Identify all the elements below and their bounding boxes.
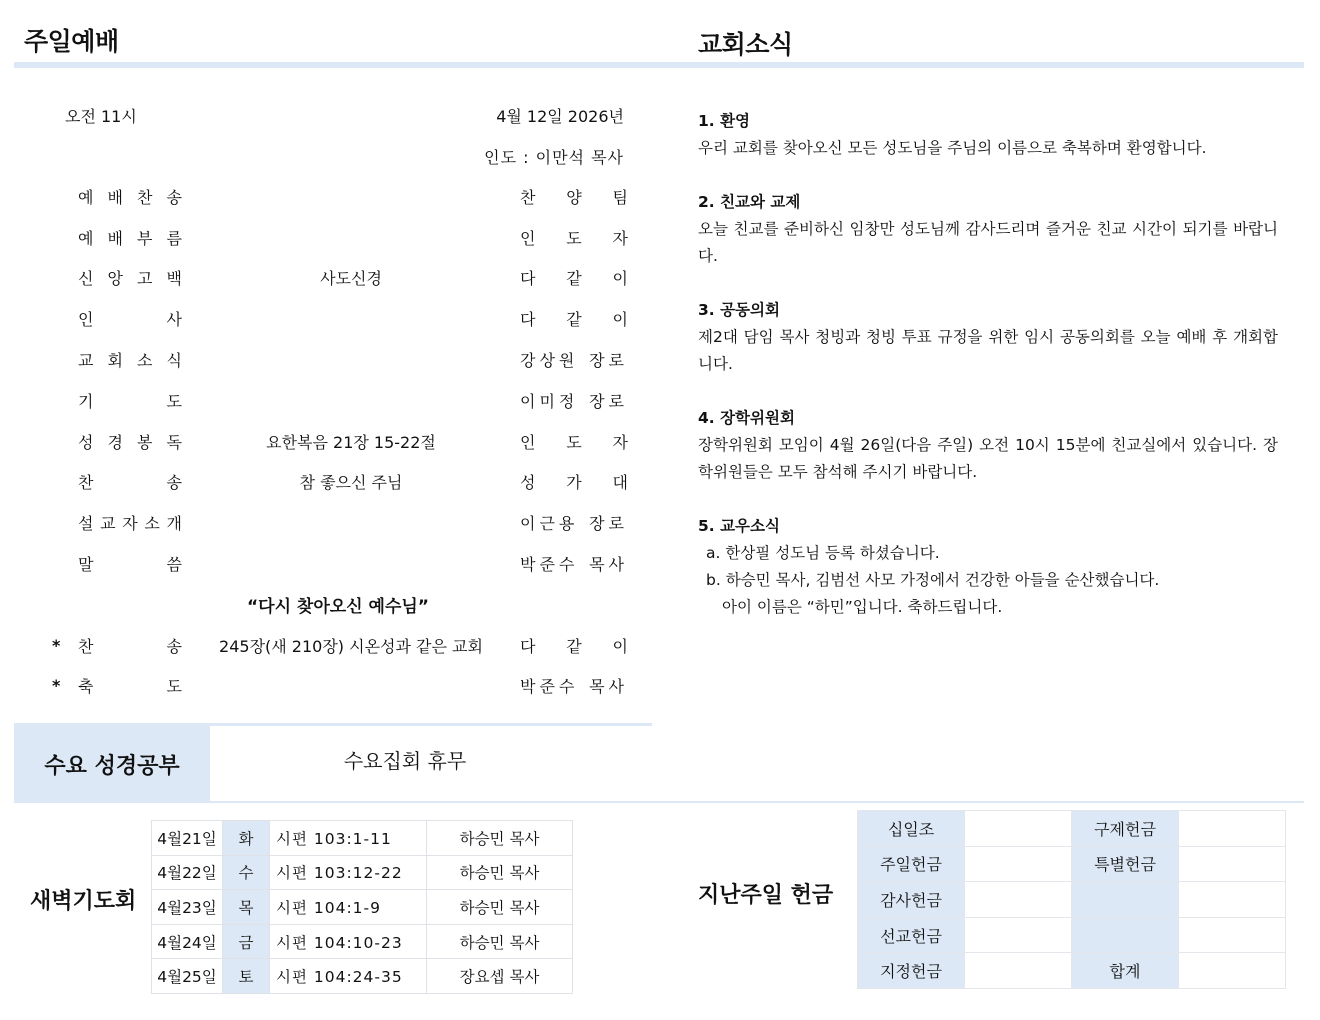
order-item-label: 말 씀: [78, 555, 182, 575]
order-item-content: 245장(새 210장) 시온성과 같은 교회: [219, 636, 483, 656]
offering-row: [858, 846, 1286, 882]
wednesday-label: 수요 성경공부: [14, 726, 210, 802]
order-item-person: 이미정 장로: [520, 391, 628, 411]
dawn-speaker: 하승민 목사: [427, 855, 573, 890]
dawn-passage: 시편 104:10-23: [270, 924, 427, 959]
dawn-prayer-row: [152, 855, 573, 890]
dawn-prayer-row: [152, 959, 573, 994]
dawn-passage: 시편 103:1-11: [270, 821, 427, 856]
offering-amount: [1179, 846, 1286, 882]
offering-category: 주일헌금: [858, 846, 965, 882]
order-item-person: 찬 양 팀: [520, 187, 628, 207]
news-sub-item: a. 한상필 성도님 등록 하셨습니다.: [706, 544, 940, 562]
wednesday-text: 수요집회 휴무: [343, 749, 467, 773]
order-item: [48, 339, 628, 380]
offering-amount: [1179, 882, 1286, 918]
worship-date: 4월 12일 2026년: [496, 107, 624, 126]
dawn-weekday: 화: [223, 821, 270, 856]
dawn-prayer-table: [151, 820, 573, 994]
worship-order-list: [48, 176, 628, 706]
order-item: [48, 543, 628, 584]
offering-amount: [965, 811, 1072, 847]
offering-amount: [1179, 917, 1286, 953]
news-item: [698, 108, 1278, 162]
order-item-person: 다 같 이: [520, 636, 628, 656]
order-item-label: 예 배 부 름: [78, 228, 182, 248]
order-item-person: 박준수 목사: [520, 555, 628, 575]
order-item-content: 참 좋으신 주님: [299, 473, 403, 493]
order-item-label: 설 교 자 소 개: [78, 514, 182, 534]
dawn-passage: 시편 104:24-35: [270, 959, 427, 994]
order-item-label: 예 배 찬 송: [78, 187, 182, 207]
order-item-label: 인 사: [78, 310, 182, 330]
offering-category: 지정헌금: [858, 953, 965, 989]
order-item: [48, 666, 628, 707]
news-sub-item: b. 하승민 목사, 김범선 사모 가정에서 건강한 아들을 순산했습니다.: [706, 571, 1160, 589]
news-item-title: 2. 친교와 교제: [698, 193, 801, 211]
dawn-date: 4월21일: [152, 821, 223, 856]
order-item: [48, 625, 628, 666]
order-item-label: 기 도: [78, 391, 182, 411]
offering-amount: [965, 846, 1072, 882]
offering-amount: [1179, 811, 1286, 847]
order-item: [48, 258, 628, 299]
order-item-label: 신 앙 고 백: [78, 269, 182, 289]
offering-category: [1072, 882, 1179, 918]
offering-row: [858, 811, 1286, 847]
news-item: [698, 405, 1278, 486]
order-item: [48, 502, 628, 543]
offering-label: 지난주일 헌금: [698, 883, 834, 908]
offering-row: [858, 882, 1286, 918]
offering-category: 선교헌금: [858, 917, 965, 953]
order-item: [48, 176, 628, 217]
offering-amount: [1179, 953, 1286, 989]
dawn-weekday: 토: [223, 959, 270, 994]
news-list: [698, 108, 1278, 648]
standing-marker: *: [52, 635, 61, 655]
offering-category: 구제헌금: [1072, 811, 1179, 847]
order-item-person: 성 가 대: [520, 473, 628, 493]
order-item-label: 찬 송: [78, 473, 182, 493]
offering-amount: [965, 917, 1072, 953]
offering-category: 십일조: [858, 811, 965, 847]
order-item-label: 교 회 소 식: [78, 351, 182, 371]
order-item-person: 인 도 자: [520, 228, 628, 248]
news-item-title: 3. 공동의회: [698, 301, 780, 319]
order-item: [48, 217, 628, 258]
header-divider: [14, 62, 1304, 68]
order-item-person: 다 같 이: [520, 269, 628, 289]
order-item-person: 다 같 이: [520, 310, 628, 330]
standing-marker: *: [52, 676, 61, 696]
dawn-prayer-row: [152, 890, 573, 925]
news-item-body: 제2대 담임 목사 청빙과 청빙 투표 규정을 위한 임시 공동의회를 오늘 예배 후 개회합니다.: [698, 328, 1278, 373]
dawn-date: 4월25일: [152, 959, 223, 994]
offering-amount: [965, 953, 1072, 989]
dawn-passage: 시편 103:12-22: [270, 855, 427, 890]
worship-leader: 인도 : 이만석 목사: [484, 148, 624, 167]
bottom-divider: [14, 801, 1304, 803]
news-item: [698, 297, 1278, 378]
order-item-label: 찬 송: [78, 636, 182, 656]
news-header: 교회소식: [698, 30, 793, 59]
order-item-label: 축 도: [78, 677, 182, 697]
order-item: [48, 298, 628, 339]
order-item: [48, 462, 628, 503]
offering-row: [858, 917, 1286, 953]
order-item: [48, 380, 628, 421]
sermon-title: “다시 찾아오신 예수님”: [247, 596, 429, 617]
order-item-person: 강상원 장로: [520, 351, 628, 371]
worship-header: 주일예배: [24, 27, 119, 56]
offering-table: [857, 810, 1286, 989]
news-item: [698, 189, 1278, 270]
order-item-content: 사도신경: [320, 269, 382, 289]
order-item-person: 인 도 자: [520, 432, 628, 452]
dawn-prayer-row: [152, 821, 573, 856]
dawn-prayer-label: 새벽기도회: [30, 889, 137, 914]
news-item-body: 장학위원회 모임이 4월 26일(다음 주일) 오전 10시 15분에 친교실에서 있습니다. 장학위원들은 모두 참석해 주시기 바랍니다.: [698, 436, 1278, 481]
news-item-body: 오늘 친교를 준비하신 임창만 성도님께 감사드리며 즐거운 친교 시간이 되기를 바랍니다.: [698, 220, 1278, 265]
order-item-label: 성 경 봉 독: [78, 432, 182, 452]
dawn-weekday: 금: [223, 924, 270, 959]
offering-category: [1072, 917, 1179, 953]
dawn-weekday: 수: [223, 855, 270, 890]
dawn-speaker: 장요셉 목사: [427, 959, 573, 994]
worship-time: 오전 11시: [65, 107, 137, 126]
order-item-content: 요한복음 21장 15-22절: [266, 432, 436, 452]
dawn-prayer-row: [152, 924, 573, 959]
news-sub-item-continued: 아이 이름은 “하민”입니다. 축하드립니다.: [722, 598, 1003, 616]
dawn-passage: 시편 104:1-9: [270, 890, 427, 925]
offering-amount: [965, 882, 1072, 918]
news-item-body: 우리 교회를 찾아오신 모든 성도님을 주님의 이름으로 축복하며 환영합니다.: [698, 139, 1207, 157]
news-item-title: 1. 환영: [698, 112, 751, 130]
offering-category: 합계: [1072, 953, 1179, 989]
news-item-title: 4. 장학위원회: [698, 409, 795, 427]
offering-row: [858, 953, 1286, 989]
dawn-speaker: 하승민 목사: [427, 821, 573, 856]
dawn-weekday: 목: [223, 890, 270, 925]
news-item-title: 5. 교우소식: [698, 517, 780, 535]
order-item-person: 박준수 목사: [520, 677, 628, 697]
order-item: [48, 421, 628, 462]
dawn-date: 4월23일: [152, 890, 223, 925]
dawn-date: 4월24일: [152, 924, 223, 959]
offering-category: 감사헌금: [858, 882, 965, 918]
dawn-speaker: 하승민 목사: [427, 890, 573, 925]
news-item: [698, 513, 1278, 621]
dawn-date: 4월22일: [152, 855, 223, 890]
order-item-person: 이근용 장로: [520, 514, 628, 534]
dawn-speaker: 하승민 목사: [427, 924, 573, 959]
offering-category: 특별헌금: [1072, 846, 1179, 882]
